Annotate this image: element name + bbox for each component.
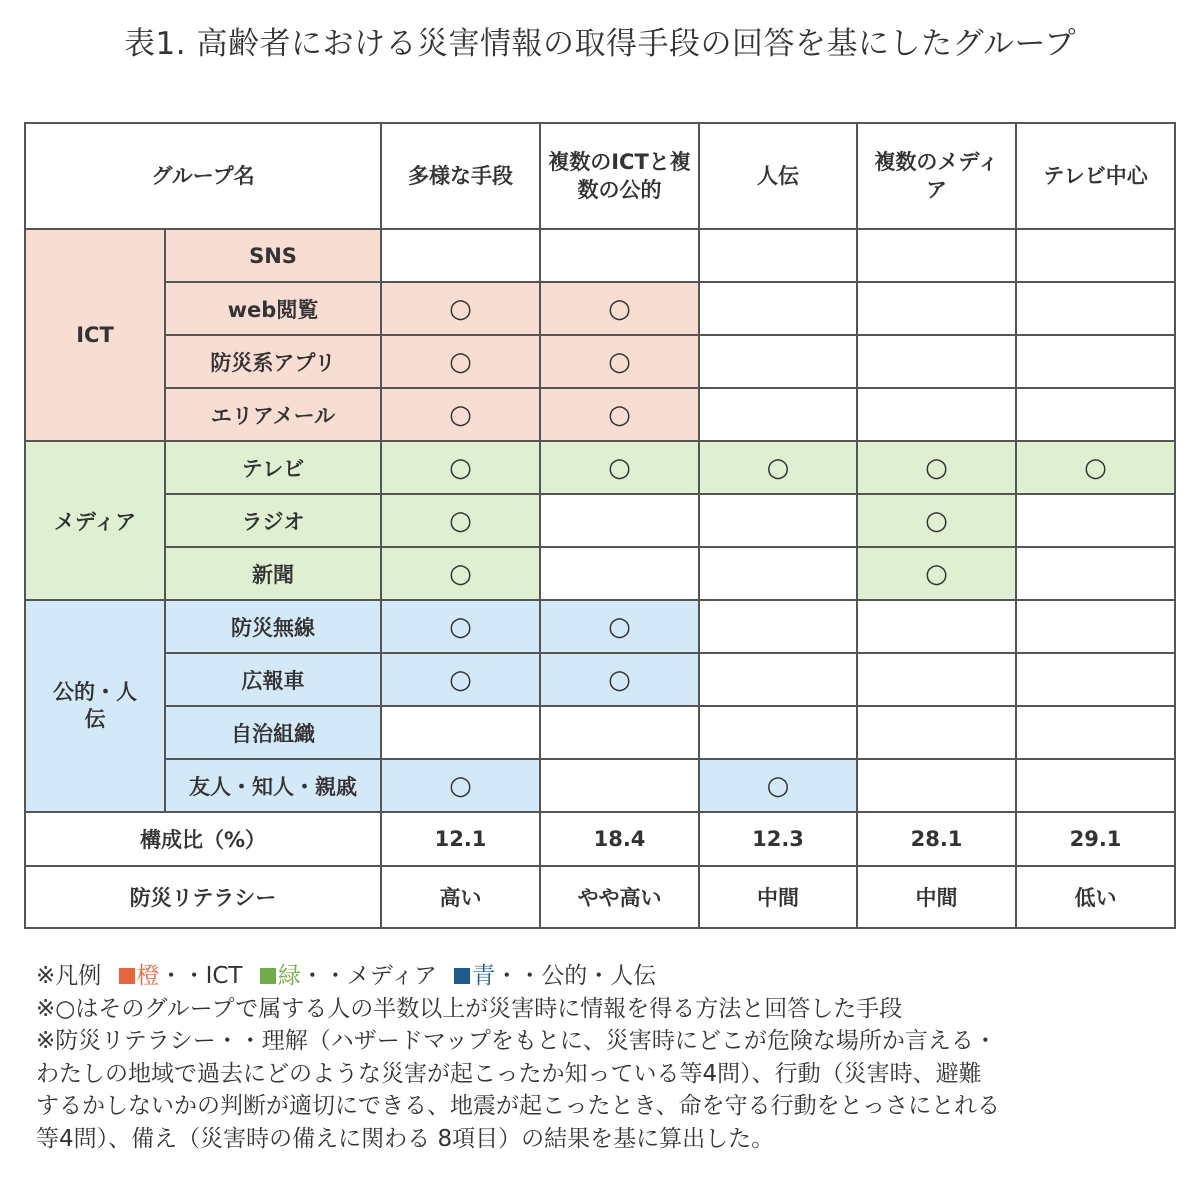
mark-cell [540, 547, 699, 600]
mark-cell [381, 653, 540, 706]
mark-cell [699, 706, 857, 759]
table-title: 表1. 高齢者における災害情報の取得手段の回答を基にしたグループ [124, 26, 1076, 62]
mark-cell [540, 229, 699, 282]
mark-cell [381, 706, 540, 759]
check-circle-icon: ○ [766, 452, 790, 483]
mark-cell [1016, 706, 1175, 759]
check-circle-icon: ○ [925, 558, 948, 589]
group-table [24, 122, 1176, 929]
legend-text: ・・ICT [159, 963, 243, 989]
row-label: テレビ [165, 441, 381, 494]
table-row [25, 706, 1175, 759]
mark-cell [1016, 229, 1175, 282]
mark-cell [540, 441, 699, 494]
composition-value: 12.3 [699, 812, 857, 866]
mark-cell [857, 547, 1016, 600]
mark-cell [381, 759, 540, 812]
legend-color-name: 橙 [136, 963, 160, 989]
mark-cell [1016, 282, 1175, 335]
check-circle-icon: ○ [449, 399, 472, 430]
mark-cell [857, 335, 1016, 388]
note-line: ※○はそのグループで属する人の半数以上が災害時に情報を得る方法と回答した手段 [36, 995, 903, 1022]
mark-cell [1016, 441, 1175, 494]
check-circle-icon: ○ [1084, 452, 1107, 483]
mark-cell [699, 282, 857, 335]
table-row [25, 388, 1175, 441]
mark-cell [699, 494, 857, 547]
mark-cell [857, 441, 1016, 494]
table-row [25, 335, 1175, 388]
literacy-row [25, 866, 1175, 928]
literacy-value: やや高い [540, 866, 699, 928]
mark-cell [699, 653, 857, 706]
column-header: 人伝 [699, 123, 857, 229]
row-label: 自治組織 [165, 706, 381, 759]
mark-cell [381, 494, 540, 547]
row-label: 友人・知人・親戚 [165, 759, 381, 812]
mark-cell [1016, 388, 1175, 441]
table-row [25, 441, 1175, 494]
mark-cell [857, 229, 1016, 282]
note-line: わたしの地域で過去にどのような災害が起こったか知っている等4問）、行動（災害時、避難 [36, 1060, 982, 1087]
table-row [25, 229, 1175, 282]
literacy-label: 防災リテラシー [25, 866, 381, 928]
row-label: 新聞 [165, 547, 381, 600]
legend-swatch-green [260, 968, 276, 984]
check-circle-icon: ○ [608, 452, 631, 483]
category-label: ICT [25, 229, 165, 441]
mark-cell [857, 706, 1016, 759]
mark-cell [381, 229, 540, 282]
mark-cell [1016, 494, 1175, 547]
mark-cell [1016, 335, 1175, 388]
literacy-value: 中間 [699, 866, 857, 928]
check-circle-icon: ○ [608, 664, 631, 695]
row-label: web閲覧 [165, 282, 381, 335]
row-label: ラジオ [165, 494, 381, 547]
note-line: ※防災リテラシー・・理解（ハザードマップをもとに、災害時にどこが危険な場所か言える・ [36, 1028, 997, 1054]
mark-cell [699, 441, 857, 494]
literacy-value: 低い [1016, 866, 1175, 928]
category-label: メディア [25, 441, 165, 600]
check-circle-icon: ○ [449, 505, 472, 536]
column-header: 複数のICTと複数の公的 [540, 123, 699, 229]
check-circle-icon: ○ [925, 452, 948, 483]
mark-cell [540, 600, 699, 653]
legend-prefix: ※凡例 [36, 963, 102, 989]
check-circle-icon: ○ [449, 558, 472, 589]
column-header: 多様な手段 [381, 123, 540, 229]
check-circle-icon: ○ [766, 770, 790, 801]
check-circle-icon: ○ [608, 611, 631, 642]
mark-cell [540, 759, 699, 812]
note-line: 等4問）、備え（災害時の備えに関わる 8項目）の結果を基に算出した。 [36, 1125, 775, 1152]
table-row [25, 494, 1175, 547]
check-circle-icon: ○ [449, 770, 472, 801]
mark-cell [857, 494, 1016, 547]
row-label: 防災無線 [165, 600, 381, 653]
legend-swatch-blue [454, 968, 470, 984]
mark-cell [381, 600, 540, 653]
mark-cell [381, 282, 540, 335]
mark-cell [699, 229, 857, 282]
header-row [25, 123, 1175, 229]
category-label: 公的・人伝 [25, 600, 165, 812]
check-circle-icon: ○ [449, 346, 472, 377]
composition-value: 29.1 [1016, 812, 1175, 866]
check-circle-icon: ○ [449, 664, 472, 695]
check-circle-icon: ○ [449, 611, 472, 642]
mark-cell [699, 600, 857, 653]
check-circle-icon: ○ [449, 293, 472, 324]
check-circle-icon: ○ [608, 346, 631, 377]
legend-line [36, 960, 1176, 993]
composition-row [25, 812, 1175, 866]
composition-label: 構成比（%） [25, 812, 381, 866]
check-circle-icon: ○ [449, 452, 472, 483]
mark-cell [857, 653, 1016, 706]
mark-cell [1016, 653, 1175, 706]
notes [36, 960, 1176, 1155]
mark-cell [857, 759, 1016, 812]
mark-cell [540, 706, 699, 759]
group-name-header: グループ名 [25, 123, 381, 229]
row-label: 防災系アプリ [165, 335, 381, 388]
note-line: するかしないかの判断が適切にできる、地震が起こったとき、命を守る行動をとっさにとれる [36, 1093, 1001, 1119]
table-row [25, 653, 1175, 706]
mark-cell [381, 547, 540, 600]
table-row [25, 547, 1175, 600]
mark-cell [540, 653, 699, 706]
mark-cell [699, 759, 857, 812]
check-circle-icon: ○ [925, 505, 948, 536]
mark-cell [699, 388, 857, 441]
composition-value: 12.1 [381, 812, 540, 866]
mark-cell [857, 388, 1016, 441]
mark-cell [699, 547, 857, 600]
mark-cell [857, 282, 1016, 335]
row-label: 広報車 [165, 653, 381, 706]
composition-value: 28.1 [857, 812, 1016, 866]
literacy-value: 高い [381, 866, 540, 928]
table-row [25, 282, 1175, 335]
legend-text: ・・公的・人伝 [495, 963, 657, 989]
table-row [25, 759, 1175, 812]
table-row [25, 600, 1175, 653]
mark-cell [381, 441, 540, 494]
mark-cell [381, 335, 540, 388]
mark-cell [699, 335, 857, 388]
check-circle-icon: ○ [608, 399, 631, 430]
legend-color-name: 緑 [277, 963, 301, 989]
legend-text: ・・メディア [300, 963, 437, 989]
column-header: 複数のメディア [857, 123, 1016, 229]
mark-cell [381, 388, 540, 441]
mark-cell [540, 494, 699, 547]
mark-cell [857, 600, 1016, 653]
mark-cell [1016, 547, 1175, 600]
column-header: テレビ中心 [1016, 123, 1175, 229]
mark-cell [1016, 600, 1175, 653]
composition-value: 18.4 [540, 812, 699, 866]
legend-swatch-orange [119, 968, 135, 984]
check-circle-icon: ○ [608, 293, 631, 324]
mark-cell [540, 282, 699, 335]
row-label: SNS [165, 229, 381, 282]
mark-cell [540, 388, 699, 441]
literacy-value: 中間 [857, 866, 1016, 928]
mark-cell [540, 335, 699, 388]
row-label: エリアメール [165, 388, 381, 441]
mark-cell [1016, 759, 1175, 812]
legend-color-name: 青 [472, 963, 496, 989]
